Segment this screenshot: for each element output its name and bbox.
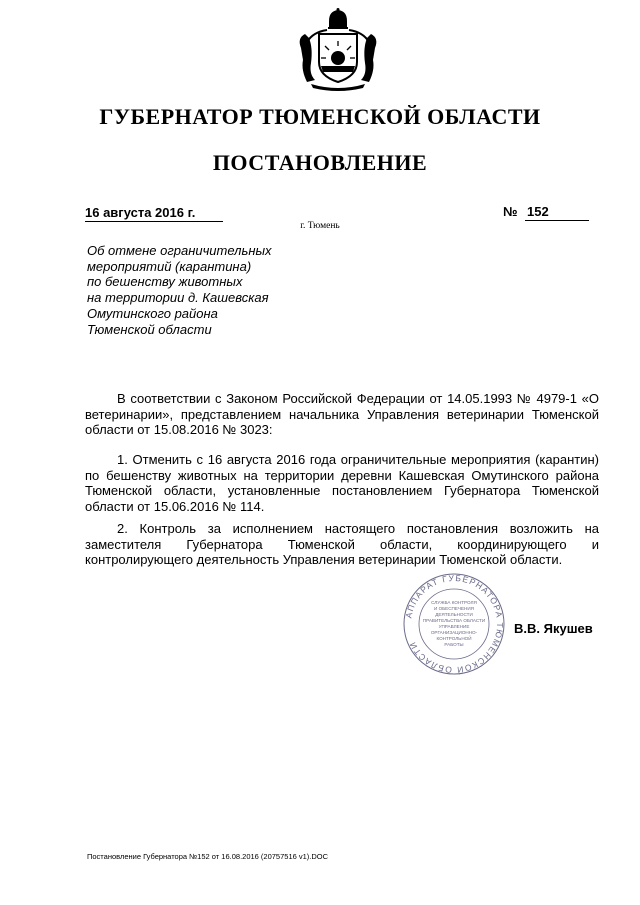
- subject-block: [87, 243, 272, 337]
- svg-text:УПРАВЛЕНИЕ: УПРАВЛЕНИЕ: [438, 624, 470, 629]
- document-date: 16 августа 2016 г.: [85, 205, 196, 220]
- document-date-field: [85, 204, 223, 222]
- svg-text:ПРАВИТЕЛЬСТВА ОБЛАСТИ: ПРАВИТЕЛЬСТВА ОБЛАСТИ: [422, 618, 486, 623]
- subject-line: на территории д. Кашевская: [87, 290, 269, 306]
- svg-text:АППАРАТ ГУБЕРНАТОРА ТЮМЕНСКОЙ: АППАРАТ ГУБЕРНАТОРА ТЮМЕНСКОЙ ОБЛАСТИ: [403, 572, 506, 676]
- svg-text:И ОБЕСПЕЧЕНИЯ: И ОБЕСПЕЧЕНИЯ: [434, 606, 474, 611]
- item-2-text: 2. Контроль за исполнением настоящего постановления возложить на заместителя Губернатора Тюменской области, координирующего и контролирующего деятельность Управления ветеринарии Тюменской области.: [85, 521, 599, 567]
- preamble-text: В соответствии с Законом Российской Федерации от 14.05.1993 № 4979-1 «О ветеринарии», представлением начальника Управления ветеринарии Тюменской области от 15.08.2016 № 3023:: [85, 391, 599, 437]
- document-type: ПОСТАНОВЛЕНИЕ: [212, 150, 428, 175]
- official-stamp-icon: [402, 572, 506, 676]
- item-1-text: 1. Отменить с 16 августа 2016 года ограничительные мероприятия (карантин) по бешенству животных на территории деревни Кашевская Омутинского района Тюменской области, установленные постановлением Губернатора Тюменской области от 15.06.2016 № 114.: [85, 452, 599, 514]
- coat-of-arms-icon: [293, 8, 383, 92]
- subject-line: Об отмене ограничительных: [87, 243, 272, 258]
- svg-text:КОНТРОЛЬНОЙ: КОНТРОЛЬНОЙ: [436, 636, 472, 641]
- item-2-paragraph: [85, 521, 599, 568]
- item-1-paragraph: [85, 452, 599, 514]
- subject-line: Омутинского района: [87, 305, 218, 321]
- svg-text:СЛУЖБА КОНТРОЛЯ: СЛУЖБА КОНТРОЛЯ: [431, 600, 477, 605]
- svg-text:ОРГАНИЗАЦИОННО-: ОРГАНИЗАЦИОННО-: [430, 630, 478, 635]
- svg-text:РАБОТЫ: РАБОТЫ: [444, 642, 464, 647]
- subject-line: мероприятий (карантина): [87, 258, 252, 274]
- document-number: 152: [525, 204, 589, 221]
- subject-line: Тюменской области: [87, 321, 212, 337]
- preamble-paragraph: [85, 391, 599, 438]
- signer-name: В.В. Якушев: [514, 621, 593, 636]
- svg-text:ДЕЯТЕЛЬНОСТИ: ДЕЯТЕЛЬНОСТИ: [435, 612, 473, 617]
- document-number-field: [503, 204, 589, 221]
- footer-filename: Постановление Губернатора №152 от 16.08.2016 (20757516 v1).DOC: [87, 852, 329, 861]
- number-sign: №: [503, 204, 518, 219]
- city: г. Тюмень: [300, 221, 340, 231]
- authority-title: ГУБЕРНАТОР ТЮМЕНСКОЙ ОБЛАСТИ: [99, 104, 541, 129]
- subject-line: по бешенству животных: [87, 274, 243, 290]
